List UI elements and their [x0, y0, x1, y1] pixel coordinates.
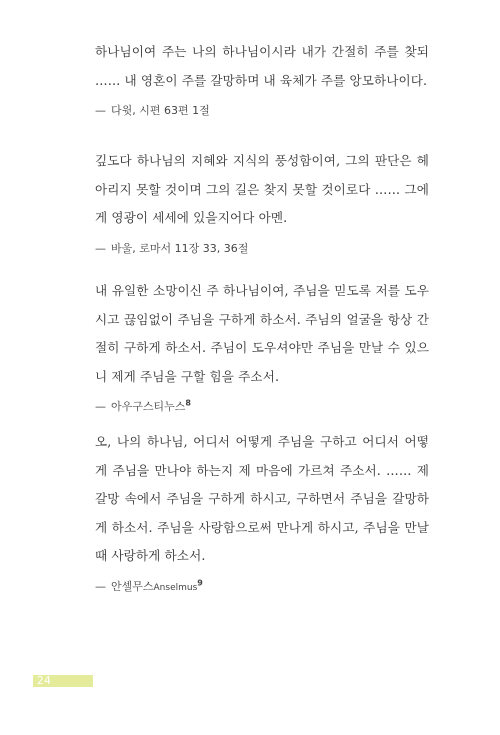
quote-block-2	[95, 147, 429, 257]
quote-text: 오, 나의 하나님, 어디서 어떻게 주님을 구하고 어디서 어떻게 주님을 만나야 하는지 제 마음에 가르쳐 주소서. …… 제 갈망 속에서 주님을 구하게 하시고, 구하면서 주님을 갈망하게 하소서. 주님을 사랑함으로써 만나게 하시고, 주님을 만날 때 사랑하게 하소서.	[95, 434, 429, 563]
quote-attribution	[95, 103, 429, 119]
attribution-latin-name: Anselmus	[153, 582, 198, 593]
quote-attribution	[95, 399, 429, 415]
attribution-dash: —	[95, 400, 106, 413]
footnote-marker: 8	[185, 398, 191, 408]
quote-block-4	[95, 428, 429, 596]
attribution-dash: —	[95, 104, 106, 117]
quote-text: 하나님이여 주는 나의 하나님이시라 내가 간절히 주를 찾되 …… 내 영혼이 주를 갈망하며 내 육체가 주를 앙모하나이다.	[95, 44, 429, 88]
quote-block-1	[95, 38, 429, 119]
footnote-marker: 9	[197, 577, 203, 587]
page-number: 24	[37, 675, 52, 687]
quote-block-3	[95, 277, 429, 415]
quote-text: 내 유일한 소망이신 주 하나님이여, 주님을 믿도록 저를 도우시고 끊임없이 주님을 구하게 하소서. 주님의 얼굴을 항상 간절히 구하게 하소서. 주님이 도우셔야만 주님을 만날 수 있으니 제게 주님을 구할 힘을 주소서.	[95, 283, 429, 384]
attribution-source: 아우구스티누스	[111, 400, 186, 413]
attribution-source: 다윗, 시편 63편 1절	[111, 104, 210, 117]
attribution-source: 안셀무스	[111, 579, 154, 593]
attribution-dash: —	[95, 579, 106, 593]
page-number-bar	[33, 675, 93, 687]
attribution-dash: —	[95, 241, 106, 255]
quote-attribution	[95, 579, 429, 596]
attribution-source: 바울, 로마서 11장 33, 36절	[111, 241, 249, 255]
quote-text: 깊도다 하나님의 지혜와 지식의 풍성함이여, 그의 판단은 헤아리지 못할 것이며 그의 길은 찾지 못할 것이로다 …… 그에게 영광이 세세에 있을지어다 아멘.	[95, 153, 429, 225]
quote-attribution	[95, 241, 429, 257]
